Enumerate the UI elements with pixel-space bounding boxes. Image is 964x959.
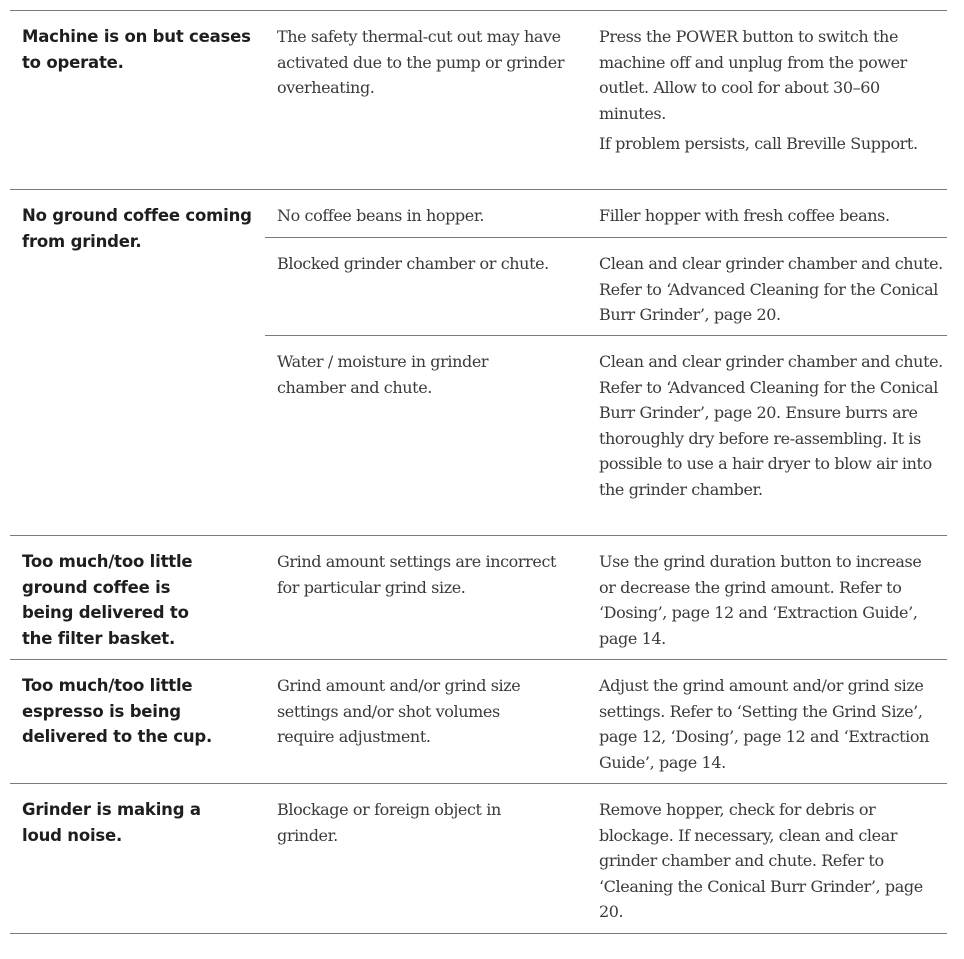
solution-cell xyxy=(599,349,944,502)
cause-solution-pair xyxy=(265,190,947,237)
cause-cell: No coffee beans in hopper. xyxy=(277,206,485,225)
solution-text: Adjust the grind amount and/or grind size settings. Refer to ‘Setting the Grind Size’, page 12, ‘Dosing’, page 12 and ‘Extraction Guide’, page 14. xyxy=(599,676,930,772)
solution-cell xyxy=(599,549,929,651)
cause-cell: Grind amount and/or grind size settings and/or shot volumes require adjustment. xyxy=(277,676,521,746)
cause-solution-pair xyxy=(265,237,947,336)
solution-text: Filler hopper with fresh coffee beans. xyxy=(599,206,890,225)
cause-solution-pair xyxy=(265,660,947,784)
solution-text: Press the POWER button to switch the machine off and unplug from the power outlet. Allow to cool for about 30–60 minutes. xyxy=(599,27,907,123)
solution-cell xyxy=(599,673,944,775)
table-row xyxy=(10,10,947,190)
cause-solution-pair xyxy=(265,784,947,934)
solution-text: Use the grind duration button to increase or decrease the grind amount. Refer to ‘Dosing’, page 12 and ‘Extraction Guide’, page 14. xyxy=(599,552,922,648)
problem-cell: Too much/too little espresso is being delivered to the cup. xyxy=(22,676,213,746)
problem-cell: Machine is on but ceases to operate. xyxy=(22,27,251,72)
problem-cell: Grinder is making a loud noise. xyxy=(22,800,201,845)
cause-solution-pair xyxy=(265,11,947,190)
table-row xyxy=(10,189,947,536)
cause-cell: Water / moisture in grinder chamber and chute. xyxy=(277,352,489,397)
solution-cell xyxy=(599,797,929,925)
solution-cell xyxy=(599,24,944,157)
cause-cell: The safety thermal-cut out may have activated due to the pump or grinder overheating. xyxy=(277,27,565,97)
table-row xyxy=(10,535,947,660)
cause-solution-pair xyxy=(265,536,947,660)
table-bottom-border xyxy=(10,933,947,934)
solution-text: Clean and clear grinder chamber and chute. Refer to ‘Advanced Cleaning for the Conical Burr Grinder’, page 20. xyxy=(599,254,943,324)
solution-text: Remove hopper, check for debris or blockage. If necessary, clean and clear grinder chamber and chute. Refer to ‘Cleaning the Conical Burr Grinder’, page 20. xyxy=(599,800,923,921)
solution-cell xyxy=(599,251,944,328)
table-row xyxy=(10,783,947,934)
cause-cell: Grind amount settings are incorrect for particular grind size. xyxy=(277,552,557,597)
solution-text: Clean and clear grinder chamber and chute. Refer to ‘Advanced Cleaning for the Conical Burr Grinder’, page 20. Ensure burrs are thoroughly dry before re-assembling. It is possible to use a hair dryer to blow air into the grinder chamber. xyxy=(599,352,943,499)
problem-cell: No ground coffee coming from grinder. xyxy=(22,206,252,251)
cause-cell: Blockage or foreign object in grinder. xyxy=(277,800,501,845)
problem-cell: Too much/too little ground coffee is being delivered to the filter basket. xyxy=(22,552,193,648)
cause-solution-pair xyxy=(265,335,947,537)
table-row xyxy=(10,659,947,784)
solution-text: If problem persists, call Breville Support. xyxy=(599,134,918,153)
cause-cell: Blocked grinder chamber or chute. xyxy=(277,254,549,273)
solution-cell xyxy=(599,203,944,229)
